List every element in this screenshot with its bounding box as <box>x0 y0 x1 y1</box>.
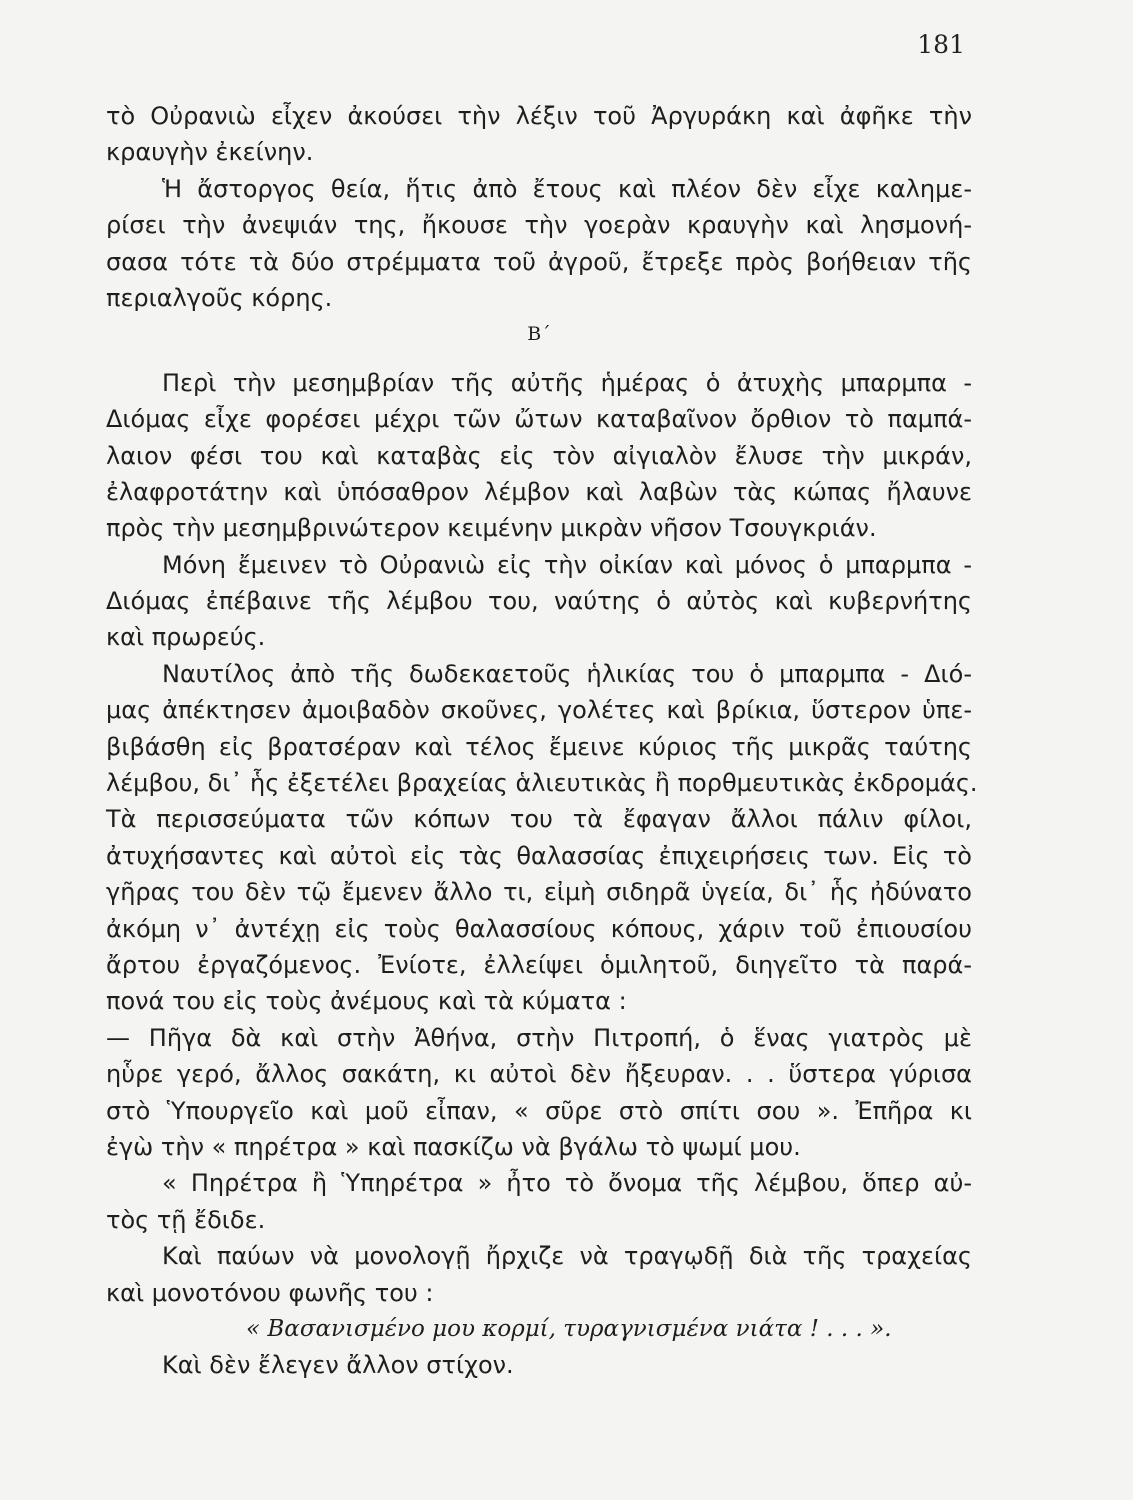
text-line: πονά του εἰς τοὺς ἀνέμους καὶ τὰ κύματα : <box>106 987 627 1016</box>
text-line: ἀκόμη ν᾿ ἀντέχῃ εἰς τοὺς θαλασσίους κόπους, χάριν τοῦ ἐπιουσίου <box>106 914 972 943</box>
text-line: Καὶ παύων νὰ μονολογῇ ἤρχιζε νὰ τραγῳδῇ διὰ τῆς τραχείας <box>162 1242 972 1271</box>
text-line: μας ἀπέκτησεν ἀμοιβαδὸν σκοῦνες, γολέτες καὶ βρίκια, ὕστερον ὑπε- <box>106 696 972 725</box>
text-line: γῆρας του δὲν τῷ ἔμενεν ἄλλο τι, εἰμὴ σιδηρᾶ ὑγεία, δι᾿ ἧς ἠδύνατο <box>106 878 972 907</box>
page-number: 181 <box>917 30 965 59</box>
text-line: τὸ Οὐρανιὼ εἶχεν ἀκούσει τὴν λέξιν τοῦ Ἀργυράκη καὶ ἀφῆκε τὴν <box>106 102 972 130</box>
text-line: πρὸς τὴν μεσημβρινώτερον κειμένην μικρὰν νῆσον Τσουγκριάν. <box>106 514 877 543</box>
text-line: Τὰ περισσεύματα τῶν κόπων του τὰ ἔφαγαν ἄλλοι πάλιν φίλοι, <box>106 805 972 834</box>
text-line: ηὗρε γερό, ἄλλος σακάτη, κι αὐτοὶ δὲν ἤξευραν. . . ὕστερα γύρισα <box>106 1060 972 1089</box>
text-line: τὸς τῇ ἔδιδε. <box>106 1205 266 1234</box>
text-line: βιβάσθη εἰς βρατσέραν καὶ τέλος ἔμεινε κύριος τῆς μικρᾶς ταύτης <box>106 732 972 761</box>
text-line: Διόμας εἶχε φορέσει μέχρι τῶν ὤτων καταβαῖνον ὄρθιον τὸ παμπά- <box>106 405 972 434</box>
text-line: καὶ πρωρεύς. <box>106 623 266 652</box>
section-heading: Β΄ <box>527 323 551 346</box>
text-line: ἄρτου ἐργαζόμενος. Ἐνίοτε, ἐλλείψει ὁμιλητοῦ, διηγεῖτο τὰ παρά- <box>106 950 972 979</box>
text-line: στὸ Ὑπουργεῖο καὶ μοῦ εἶπαν, « σῦρε στὸ σπίτι σου ». Ἐπῆρα κι <box>106 1096 972 1125</box>
text-line: Ἡ ἄστοργος θεία, ἥτις ἀπὸ ἔτους καὶ πλέον δὲν εἶχε καλημε- <box>162 174 972 203</box>
text-line: Ναυτίλος ἀπὸ τῆς δωδεκαετοῦς ἡλικίας του ὁ μπαρμπα - Διό- <box>162 659 972 688</box>
text-line: Καὶ δὲν ἔλεγεν ἄλλον στίχον. <box>162 1351 514 1380</box>
text-line: Μόνη ἔμεινεν τὸ Οὐρανιὼ εἰς τὴν οἰκίαν καὶ μόνος ὁ μπαρμπα - <box>162 550 972 579</box>
text-line: — Πῆγα δὰ καὶ στὴν Ἀθήνα, στὴν Πιτροπή, ὁ ἕνας γιατρὸς μὲ <box>106 1023 972 1052</box>
text-line: Περὶ τὴν μεσημβρίαν τῆς αὐτῆς ἡμέρας ὁ ἀτυχὴς μπαρμπα - <box>162 368 972 397</box>
text-line: περιαλγοῦς κόρης. <box>106 283 333 312</box>
text-line: Διόμας ἐπέβαινε τῆς λέμβου του, ναύτης ὁ αὐτὸς καὶ κυβερνήτης <box>106 587 972 616</box>
text-line: ρίσει τὴν ἀνεψιάν της, ἤκουσε τὴν γοερὰν κραυγὴν καὶ λησμονή- <box>106 211 972 240</box>
text-line: ἐγὼ τὴν « πηρέτρα » καὶ πασκίζω νὰ βγάλω τὸ ψωμί μου. <box>106 1132 801 1161</box>
text-line: ἀτυχήσαντες καὶ αὐτοὶ εἰς τὰς θαλασσίας ἐπιχειρήσεις των. Εἰς τὸ <box>106 841 972 870</box>
text-line: κραυγὴν ἐκείνην. <box>106 138 314 167</box>
body-text <box>106 98 978 1384</box>
text-line: καὶ μονοτόνου φωνῆς του : <box>106 1278 434 1307</box>
text-line: λαιον φέσι του καὶ καταβὰς εἰς τὸν αἰγιαλὸν ἔλυσε τὴν μικράν, <box>106 441 972 470</box>
text-line: ἐλαφροτάτην καὶ ὑπόσαθρον λέμβον καὶ λαβὼν τὰς κώπας ἤλαυνε <box>106 477 972 506</box>
text-line: λέμβου, δι᾿ ἧς ἐξετέλει βραχείας ἁλιευτικὰς ἢ πορθμευτικὰς ἐκδρομάς. <box>106 769 978 798</box>
verse-line: « Βασανισμένο μου κορμί, τυραγνισμένα νιάτα ! . . . ». <box>246 1315 892 1342</box>
text-line: σασα τότε τὰ δύο στρέμματα τοῦ ἀγροῦ, ἔτρεξε πρὸς βοήθειαν τῆς <box>106 247 972 276</box>
text-line: « Πηρέτρα ἢ Ὑπηρέτρα » ἦτο τὸ ὄνομα τῆς λέμβου, ὅπερ αὐ- <box>162 1169 972 1198</box>
